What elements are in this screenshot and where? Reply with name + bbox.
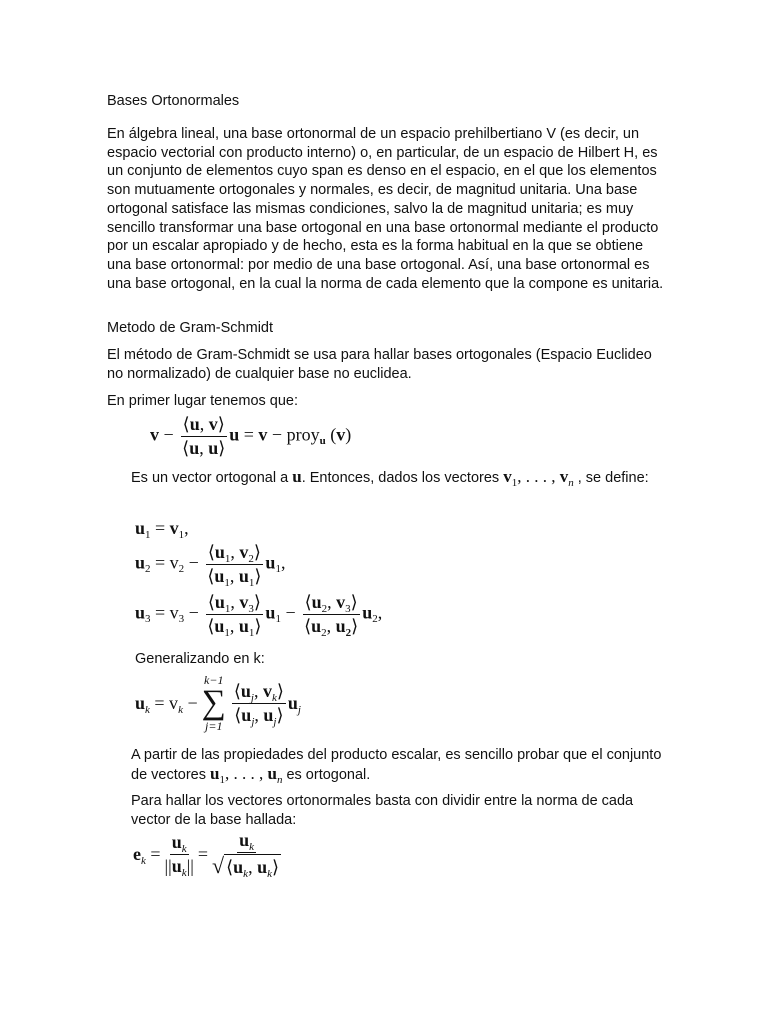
first-step-paragraph: En primer lugar tenemos que: — [107, 393, 299, 409]
generalizing-paragraph: Generalizando en k: — [135, 651, 265, 667]
para4-text-c: , se define: — [577, 470, 649, 486]
equation-u1: $u_1 = v_1$, — [135, 518, 189, 541]
orthonormal-paragraph: Para hallar los vectores ortonormales basta con dividir entre la norma de cada vector de la base hallada: — [131, 793, 634, 828]
projection-equation: v − $\frac{⟨u, v⟩}{⟨u, u⟩}$ u = v − proy$_u$ (v) — [150, 414, 352, 458]
orthogonality-paragraph — [131, 746, 671, 785]
equation-uk-sum: $u_k = v_k$ − k−1 ∑ j=1 $\frac{⟨u_j, v_k⟩}{⟨u_j, u_j⟩}$ $u_j$ — [135, 673, 301, 733]
section-heading-gram-schmidt: Metodo de Gram-Schmidt — [107, 320, 274, 336]
page-title: Bases Ortonormales — [107, 93, 240, 109]
para4-text-a: Es un vector ortogonal a — [131, 470, 289, 486]
equation-ek: $e_k$ = $\frac{u_k}{||u_k||}$ = $u_k$ √ $⟨u_k$, $u_k⟩$ — [133, 830, 279, 880]
inline-math-u-list: $u_1$, . . . , $u_n$ — [210, 763, 283, 786]
equation-u2: $u_2 = v_2$ − $\frac{⟨u_1, v_2⟩}{⟨u_1, u_1⟩}$ $u_1$, — [135, 542, 286, 589]
equation-u3: $u_3 = v_3$ − $\frac{⟨u_1, v_3⟩}{⟨u_1, u_1⟩}$ $u_1$ − $\frac{⟨u_2, v_3⟩}{⟨u_2, u_2⟩}$ $u_2$, — [135, 592, 383, 639]
para4-text-b: . Entonces, dados los vectores — [301, 470, 500, 486]
method-paragraph: El método de Gram-Schmidt se usa para hallar bases ortogonales (Espacio Euclideo no normalizado) de cualquier base no euclidea. — [107, 347, 652, 382]
inline-math-u: u — [292, 467, 302, 486]
orthogonal-vector-paragraph — [131, 468, 671, 489]
para6-text-a: A partir de las propiedades del producto escalar, es sencillo probar que el conjunto de vectores — [131, 747, 662, 783]
para6-text-b: es ortogonal. — [286, 766, 371, 783]
inline-math-v-list: $v_1$, . . . , $v_n$ — [503, 467, 574, 489]
intro-paragraph: En álgebra lineal, una base ortonormal de un espacio prehilbertiano V (es decir, un espacio vectorial con producto interno) o, en particular, de un espacio de Hilbert H, es un conjunto de elementos cuyo span es denso en el espacio, en el que los elementos son mutuamente ortogonales y normales, es decir, de magnitud unitaria. Una base ortogonal satisface las mismas condiciones, salvo la de magnitud unitaria; es muy sencillo transformar una base ortogonal en una base ortonormal mediante el producto por un escalar apropiado y de hecho, esta es la forma habitual en la que se obtiene una base ortonormal: por medio de una base ortogonal. Así, una base ortonormal es una base ortogonal, en la cual la norma de cada elemento que la compone es unitaria. — [107, 126, 664, 292]
